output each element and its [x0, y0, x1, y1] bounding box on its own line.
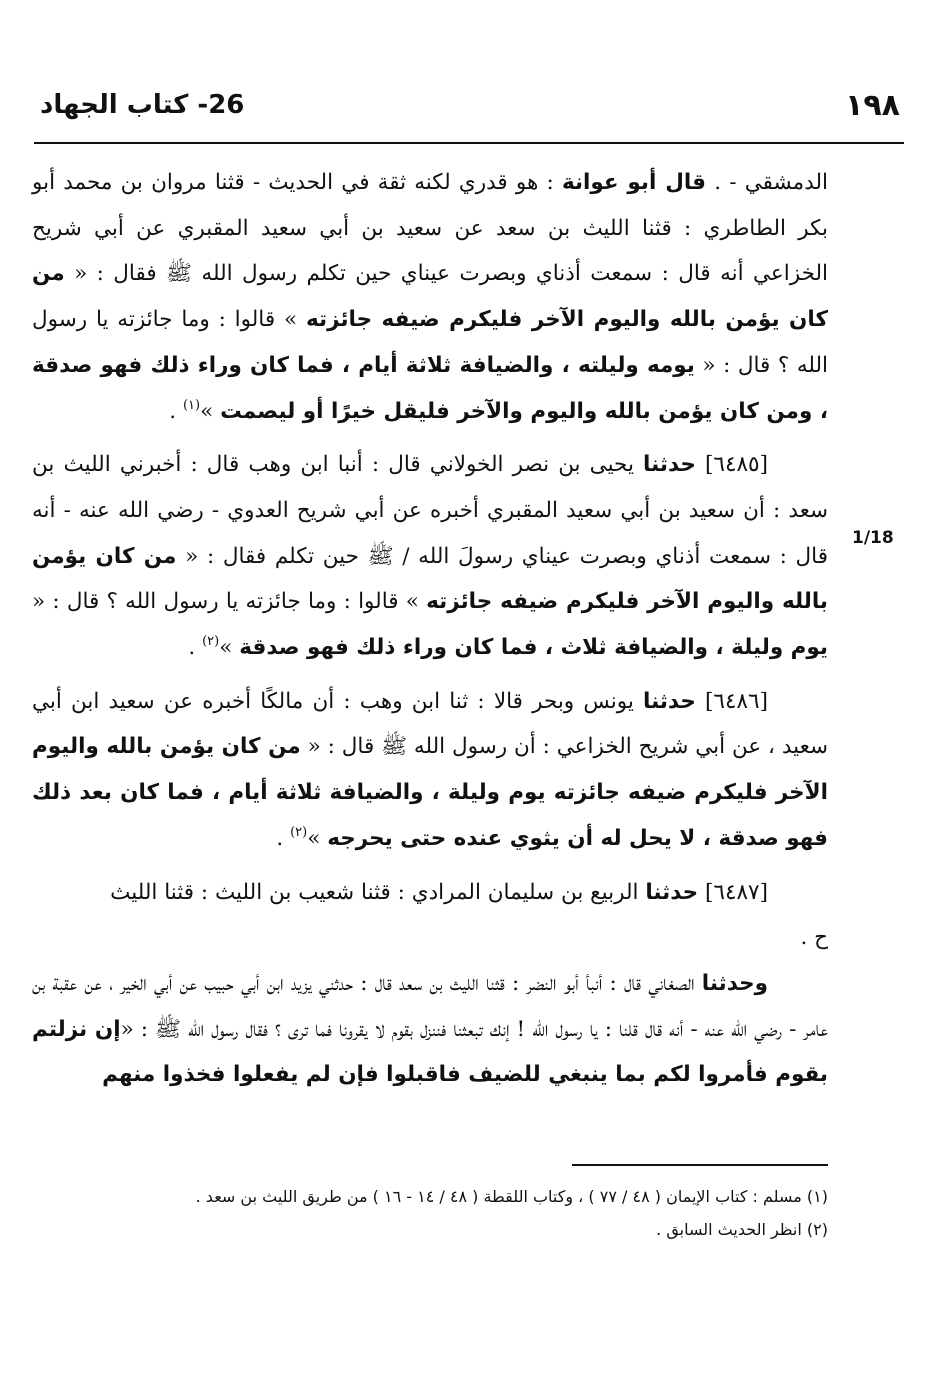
hadith-text: من كان يؤمن بالله واليوم الآخر فليكرم ضيفه جائزته: [32, 261, 828, 333]
hadith-number: [٦٤٨٧]: [698, 879, 768, 905]
text-run: يونس وبحر قالا : ثنا ابن وهب : أن مالكًا أخبره عن سعيد ابن أبي سعيد ، عن أبي شريح الخزاعي : أن رسول الله ﷺ قال : «: [32, 688, 828, 760]
text-run: »: [200, 398, 221, 424]
paragraph-ha: ح .: [800, 925, 828, 951]
footnote-rule: [572, 1164, 828, 1166]
hadith-number: [٦٤٨٥]: [695, 452, 768, 478]
hadith-text: يوم وليلة ، والضيافة ثلاث ، فما كان وراء ذلك فهو صدقة: [239, 635, 828, 661]
footnote-marker: (٢): [290, 824, 308, 840]
text-run: »: [219, 635, 240, 661]
footnote-1: (١) مسلم : كتاب الإيمان ( ٤٨ / ٧٧ ) ، وكتاب اللقطة ( ٤٨ / ١٤ - ١٦ ) من طريق الليث بن سعد .: [195, 1187, 828, 1206]
text-run: .: [276, 825, 291, 851]
text-run: .: [169, 398, 183, 424]
margin-reference: 1/18: [852, 528, 894, 548]
text-run: » قالوا : وما جائزته يا رسول الله ؟ قال : «: [32, 589, 427, 615]
footnote-2: (٢) انظر الحديث السابق .: [656, 1220, 828, 1239]
paragraph-6486: [32, 679, 828, 862]
text-run: : هو قدري لكنه ثقة في الحديث - قثنا مروان بن محمد أبو بكر الطاطري : قثنا الليث بن سعد عن سعيد بن أبي سعيد المقبري عن أبي شريح الخزاعي أنه قال : سمعت أذناي وبصرت عيناي حين تكلم رسول الله ﷺ فقال : «: [32, 170, 828, 287]
bold-run: قال أبو عوانة: [561, 170, 707, 195]
text-run: »: [307, 825, 328, 851]
paragraph-gap: [32, 862, 828, 870]
paragraph-gap: [32, 671, 828, 679]
hadith-text: من كان يؤمن بالله واليوم الآخر فليكرم ضيفه جائزته يوم وليلة ، والضيافة ثلاثة أيام ، فما كان بعد ذلك فهو صدقة ، لا يحل له أن يثوي عنده حتى يحرجه: [32, 734, 828, 851]
bold-run: حدثنا: [643, 688, 696, 714]
page-number: ١٩٨: [845, 88, 900, 123]
text-run: الربيع بن سليمان المرادي : قثنا شعيب بن الليث : قثنا الليث: [110, 879, 646, 905]
footnote-marker: (٢): [202, 634, 220, 650]
paragraph-gap: [32, 434, 828, 442]
bold-run: حدثنا: [643, 452, 696, 478]
page-header: [40, 84, 900, 136]
bold-run: وحدثنا: [701, 970, 768, 996]
text-run: الصغاني قال : أنبأ أبو النضر : قثنا الليث بن سعد قال : حدثني يزيد ابن أبي حبيب عن أبي الخير ، عن عقبة بن عامر - رضي الله عنه - أنه قال قلنا : يا رسول الله ! إنك تبعثنا فننزل بقوم لا يقرونا فما ترى ؟ فقال رسول الله ﷺ : «: [32, 970, 828, 1042]
text-run: » قالوا : وما جائزته يا رسول الله ؟ قال : «: [32, 307, 828, 378]
paragraph-6487: [32, 870, 828, 916]
paragraph-6485: [32, 442, 828, 671]
text-run: .: [188, 635, 203, 661]
main-text: [32, 160, 828, 1150]
header-rule: [34, 142, 904, 144]
paragraph-1: [32, 160, 828, 434]
paragraph-continuation: [32, 961, 828, 1098]
hadith-text: من كان يؤمن بالله واليوم الآخر فليكرم ضيفه جائزته: [32, 543, 828, 615]
section-title: 26- كتاب الجهاد: [40, 90, 245, 120]
text-run: الدمشقي - .: [706, 170, 829, 195]
footnotes: [32, 1180, 828, 1246]
text-run: يحيى بن نصر الخولاني قال : أنبا ابن وهب قال : أخبرني الليث بن سعد : أن سعيد بن أبي سعيد المقبري أخبره عن أبي شريح العدوي - رضي الله عنه - أنه قال : سمعت أذناي وبصرت عيناي رسولَ الله / ﷺ حين تكلم فقال : «: [32, 452, 828, 569]
hadith-text: إن نزلتم بقوم فأمروا لكم بما ينبغي للضيف فاقبلوا فإن لم يفعلوا فخذوا منهم: [32, 1016, 828, 1088]
footnote-marker: (١): [182, 397, 201, 413]
hadith-text: يومه وليلته ، والضيافة ثلاثة أيام ، فما كان وراء ذلك فهو صدقة ، ومن كان يؤمن بالله واليوم والآخر فليقل خيرًا أو ليصمت: [32, 352, 828, 424]
hadith-number: [٦٤٨٦]: [695, 688, 768, 714]
bold-run: حدثنا: [645, 879, 699, 905]
